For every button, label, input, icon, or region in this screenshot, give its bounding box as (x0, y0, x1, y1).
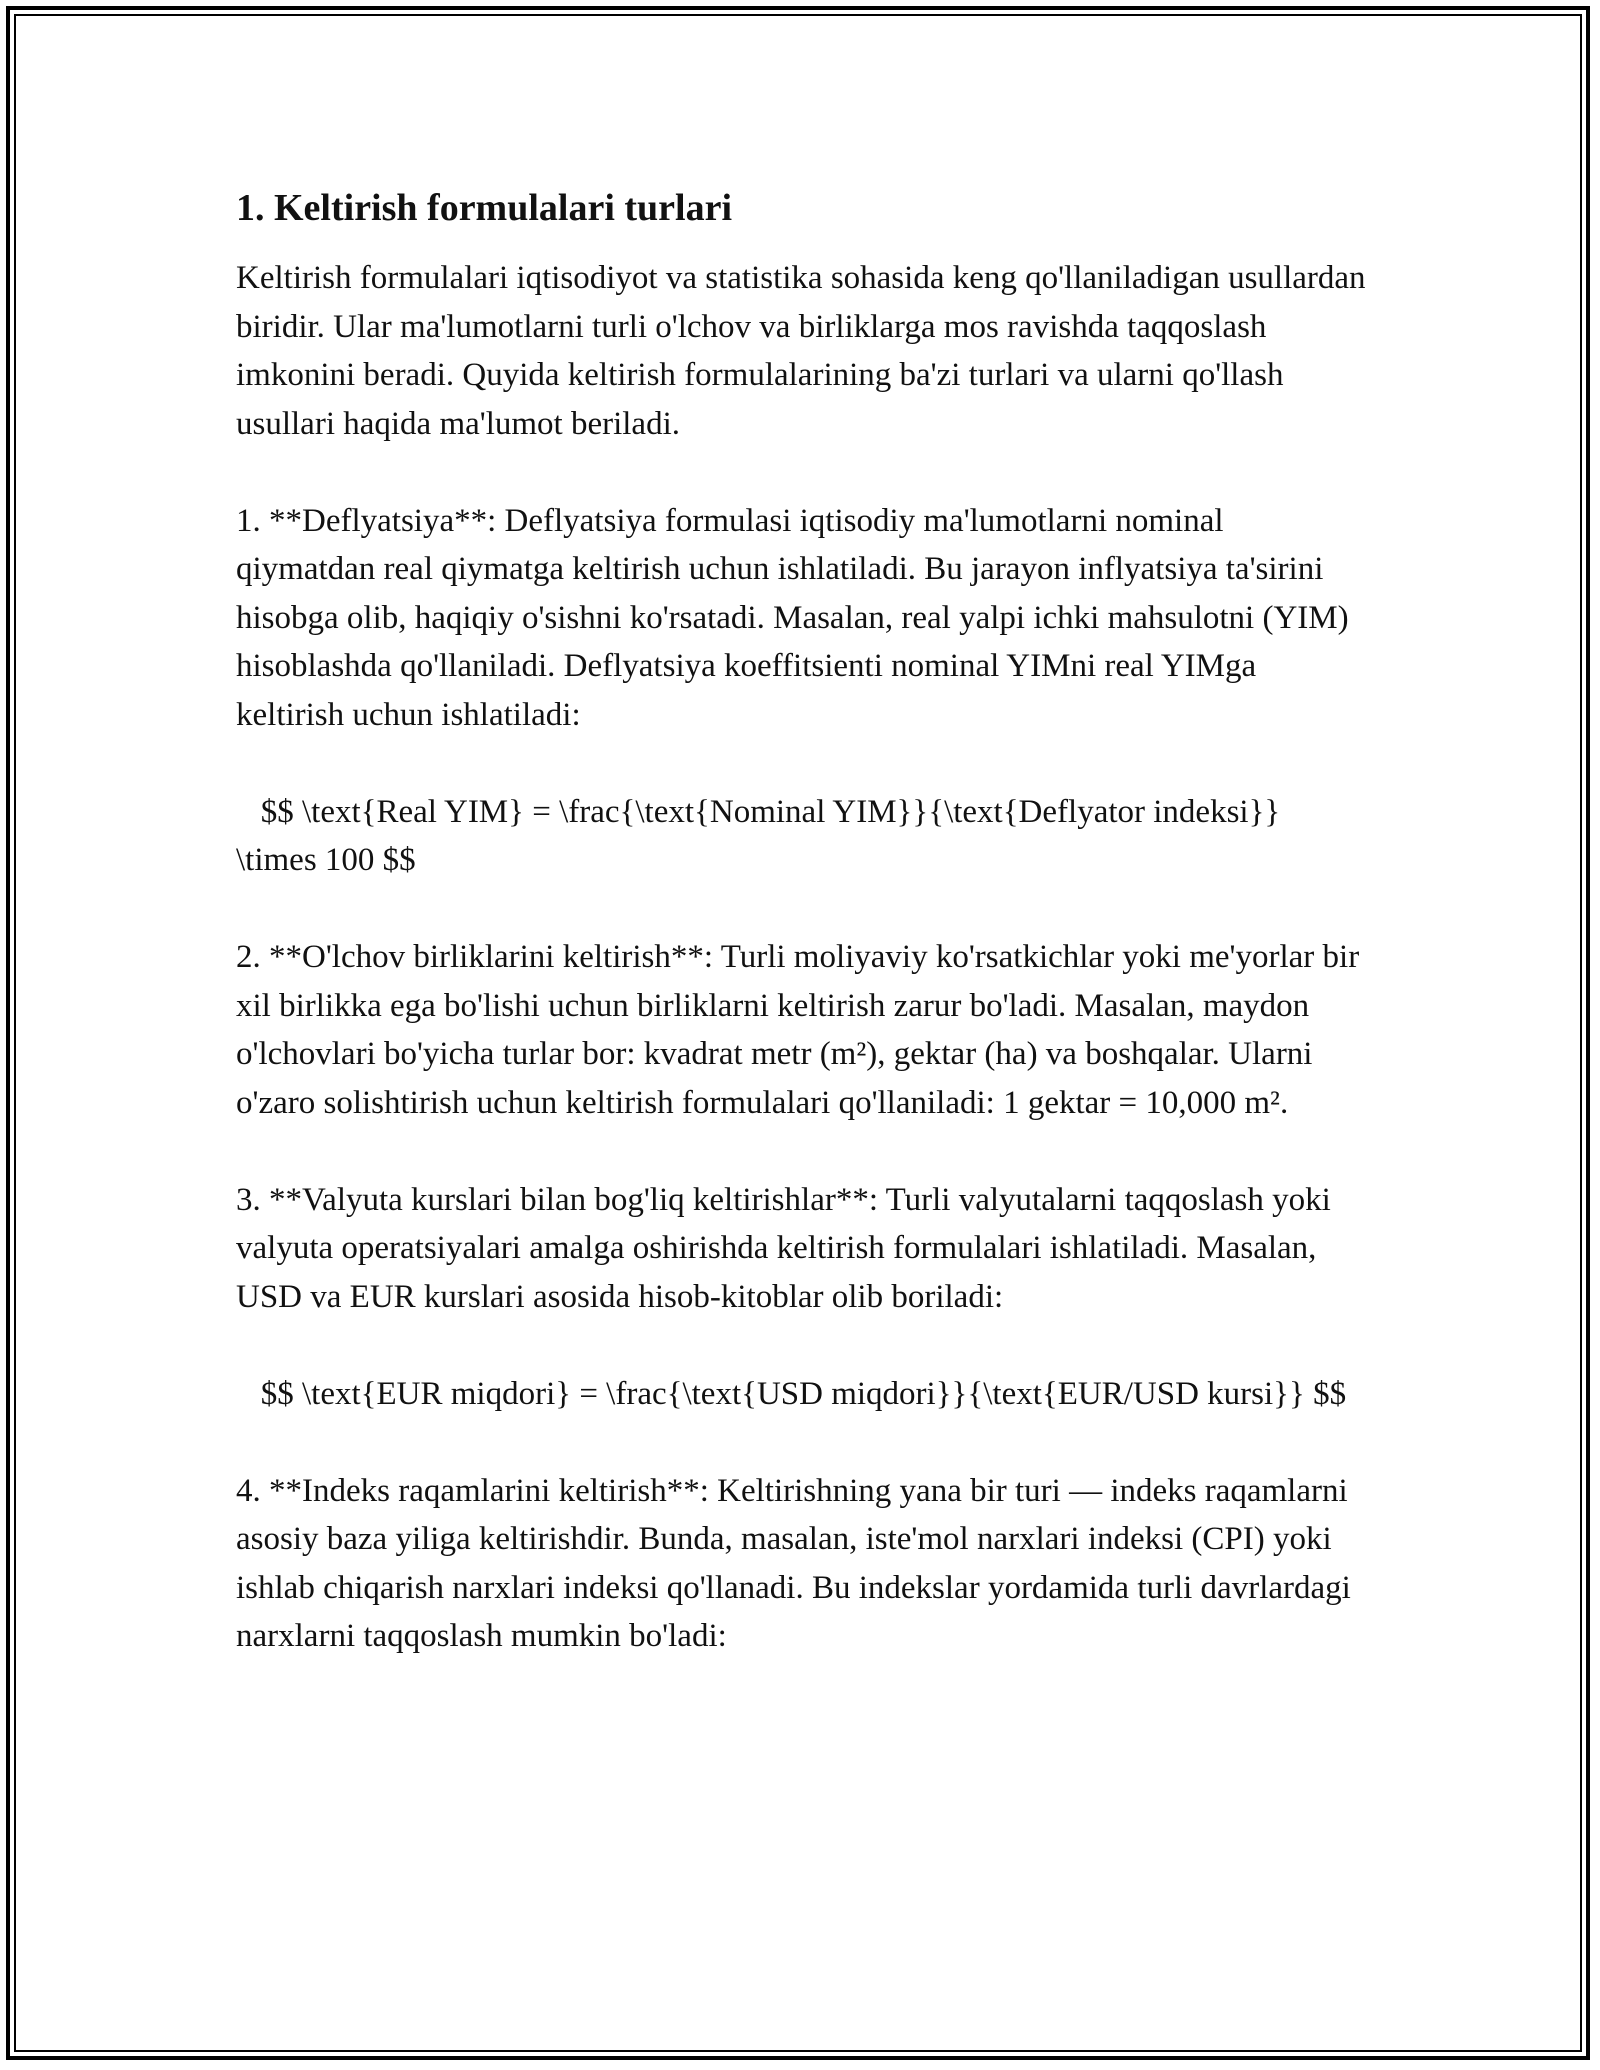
index-numbers-paragraph: 4. **Indeks raqamlarini keltirish**: Keltirishning yana bir turi — indeks raqamlarni asosiy baza yiliga keltirishdir. Bunda, masalan, iste'mol narxlari indeksi (CPI) yoki ishlab chiqarish narxlari indeksi qo'llanadi. Bu indekslar yordamida turli davrlardagi narxlarni taqqoslash mumkin bo'ladi: (236, 1472, 1360, 1654)
document-body (236, 184, 1374, 1709)
currency-conversion-paragraph: 3. **Valyuta kurslari bilan bog'liq keltirishlar**: Turli valyutalarni taqqoslash yoki valyuta operatsiyalari amalga oshirishda keltirish formulalari ishlatiladi. Masalan, USD va EUR kurslari asosida hisob-kitoblar olib boriladi: (236, 1181, 1340, 1315)
unit-conversion-paragraph: 2. **O'lchov birliklarini keltirish**: Turli moliyaviy ko'rsatkichlar yoki me'yorlar bir xil birlikka ega bo'lishi uchun birliklarni keltirish zarur bo'ladi. Masalan, maydon o'lchovlari bo'yicha turlar bor: kvadrat metr (m²), gektar (ha) va boshqalar. Ularni o'zaro solishtirish uchun keltirish formulalari qo'llaniladi: 1 gektar = 10,000 m². (236, 939, 1368, 1121)
real-gdp-formula: $$ \text{Real YIM} = \frac{\text{Nominal YIM}}{\text{Deflyator indeksi}} \times 100 $$ (236, 793, 1289, 878)
deflation-paragraph: 1. **Deflyatsiya**: Deflyatsiya formulasi iqtisodiy ma'lumotlarni nominal qiymatdan real qiymatga keltirish uchun ishlatiladi. Bu jarayon inflyatsiya ta'sirini hisobga olib, haqiqiy o'sishni ko'rsatadi. Masalan, real yalpi ichki mahsulotni (YIM) hisoblashda qo'llaniladi. Deflyatsiya koeffitsienti nominal YIMni real YIMga keltirish uchun ishlatiladi: (236, 502, 1357, 733)
section-heading: 1. Keltirish formulalari turlari (236, 187, 733, 229)
eur-amount-formula: $$ \text{EUR miqdori} = \frac{\text{USD miqdori}}{\text{EUR/USD kursi}} $$ (236, 1375, 1347, 1412)
intro-paragraph: Keltirish formulalari iqtisodiyot va statistika sohasida keng qo'llaniladigan usullardan biridir. Ular ma'lumotlarni turli o'lchov va birliklarga mos ravishda taqqoslash imkonini beradi. Quyida keltirish formulalarining ba'zi turlari va ularni qo'llash usullari haqida ma'lumot beriladi. (236, 260, 1374, 442)
